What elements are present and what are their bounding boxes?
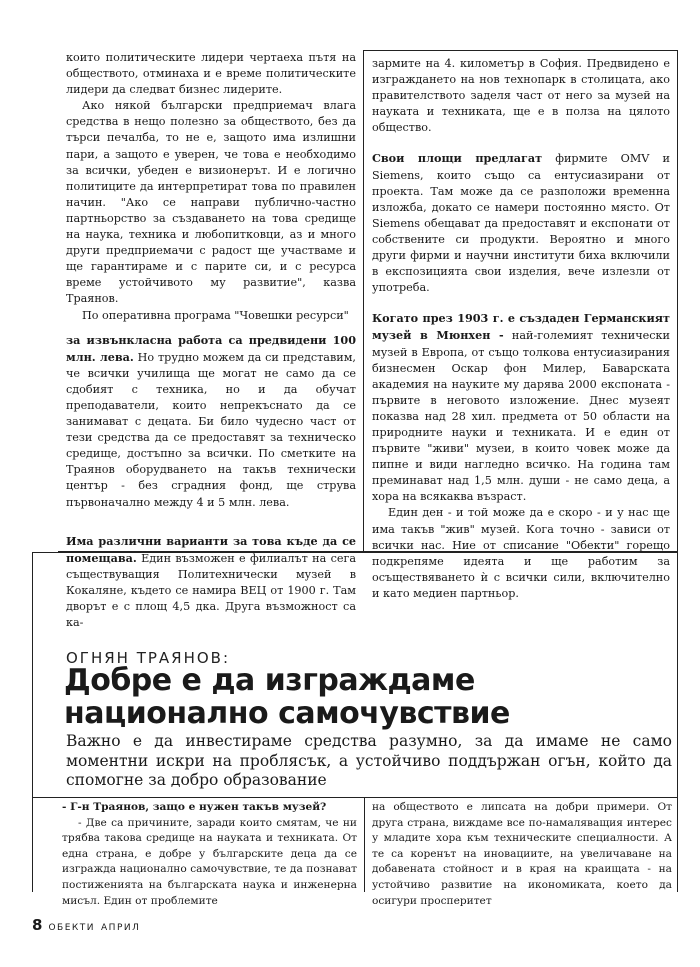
subheading: Когато през 1903 г. е създаден Германският музей в Мюнхен - [372,311,670,343]
paragraph: Има различни варианти за това къде да се помещава. Един възможен е филиалът на сега съществуващия Политехнически музей в Кокаляне, където се намира ВЕЦ от 1900 г. Там дворът е с площ 4,5 дка. Друга възможност са ка- [66,533,356,630]
headline-line: Добре е да изграждаме [64,663,475,698]
headline-line: национално самочувствие [64,696,510,731]
bottom-left-column [62,800,357,909]
paragraph: Един ден - и той може да е скоро - и у нас ще има такъв "жив" музей. Кога точно - зависи от всички нас. Ние от списание "Обекти" горещо подкрепяме идеята и ще работим за осъществяването ѝ с всички сили, включително и като медиен партньор. [372,506,670,600]
article-kicker: ОГНЯН ТРАЯНОВ: [66,649,231,667]
magazine-name: ОБЕКТИ [48,923,96,933]
paragraph: Свои площи предлагат фирмите OMV и Siemens, които също са ентусиазирани от проекта. Там може да се разположи временна изложба, докато се намери постоянно място. От Siemens обещават да предоставят и експонати от собствените си продукти. Вероятно и много други фирми и научни институти биха включили в експозицията свои изделия, вече излезли от употреба. [372,151,670,295]
bottom-column-divider [364,797,365,892]
subheading: Свои площи предлагат [372,151,543,166]
article-headline [64,664,674,730]
paragraph: По оперативна програма "Човешки ресурси" [82,308,349,322]
lead-separator-rule [32,797,678,798]
article-lead: Важно е да инвестираме средства разумно, за да имаме не само моментни искри на проблясък, а устойчиво поддържан огън, който да спомогне за добро образование [66,732,672,789]
article-left-rule [32,552,33,892]
paragraph: на обществото е липсата на добри примери. От друга страна, виждаме все по-намаляващия интерес у младите хора към техническите специалности. А те са коренът на иновациите, на увеличаване на добавената стойност и в края на краищата - на устойчиво развитие на икономиката, което да осигури просперитет [372,801,672,907]
page-number: 8 [32,916,43,934]
paragraph: които политическите лидери чертаеха пътя на обществото, отминаха и е време политическите лидери да следват бизнес лидерите. [66,51,356,97]
paragraph: зармите на 4. километър в София. Предвидено е изграждането на нов технопарк в столицата, ако правителството заделя част от него за музей на науката и техниката, ще е в полза на цялото общество. [372,57,670,135]
paragraph: Ако някой български предприемач влага средства в нещо полезно за обществото, без да търси печалба, то не е, защото има излишни пари, а защото е уверен, че това е необходимо за всички, убеден е визионерът. И е логично политиците да интерпретират това по правилен начин. "Ако се направи публично-частно партньорство за създаването на това средище на наука, техника и любопитковци, аз и много други предприемачи с радост ще участваме и ще гарантираме и с парите си, и с ресурса време устойчивото му развитие", казва Траянов. [66,99,356,306]
page-footer [32,916,140,934]
top-left-column [66,50,356,631]
bottom-right-column [372,800,672,909]
subheading: за извънкласна работа са предвидени 100 млн. лева. [66,332,356,364]
paragraph: за извънкласна работа са предвидени 100 млн. лева. Но трудно можем да си представим, че всички училища ще могат не само да се сдобият с техника, но и да обучат преподаватели, които непрекъснато да се занимават с децата. Би било чудесно част от тези средства да се предоставят за техническо средище, достъпно за всички. По сметките на Траянов оборудването на такъв технически център - без сградния фонд, ще струва първоначално между 4 и 5 млн. лева. [66,332,356,509]
paragraph: - Две са причините, заради които смятам, че ни трябва такова средище на науката и техниката. От една страна, е добре у българските деца да се изгражда национално самочувствие, те да познават постиженията на българската наука и инженерна мисъл. Един от проблемите [62,816,357,907]
paragraph: Когато през 1903 г. е създаден Германският музей в Мюнхен - най-големият технически музей в Европа, от също толкова ентусиазирания бизнесмен Оскар фон Милер, Баварската академия на науките му дарява 2000 експоната - първите в неговото изложение. Днес музеят показва над 28 хил. предмета от 50 области на природните науки и техниката. И е един от първите "живи" музеи, в които човек може да пипне и види нагледно всичко. На година там преминават над 1,5 млн. души - не само деца, а хора на всякаква възраст. [372,311,670,504]
top-right-column [372,56,670,602]
interview-question: - Г-н Траянов, защо е нужен такъв музей? [62,801,327,813]
subheading: Има различни варианти за това къде да се помещава. [66,533,356,565]
top-right-rule [364,50,678,51]
article-right-rule [677,552,678,892]
issue-month: АПРИЛ [101,923,141,933]
